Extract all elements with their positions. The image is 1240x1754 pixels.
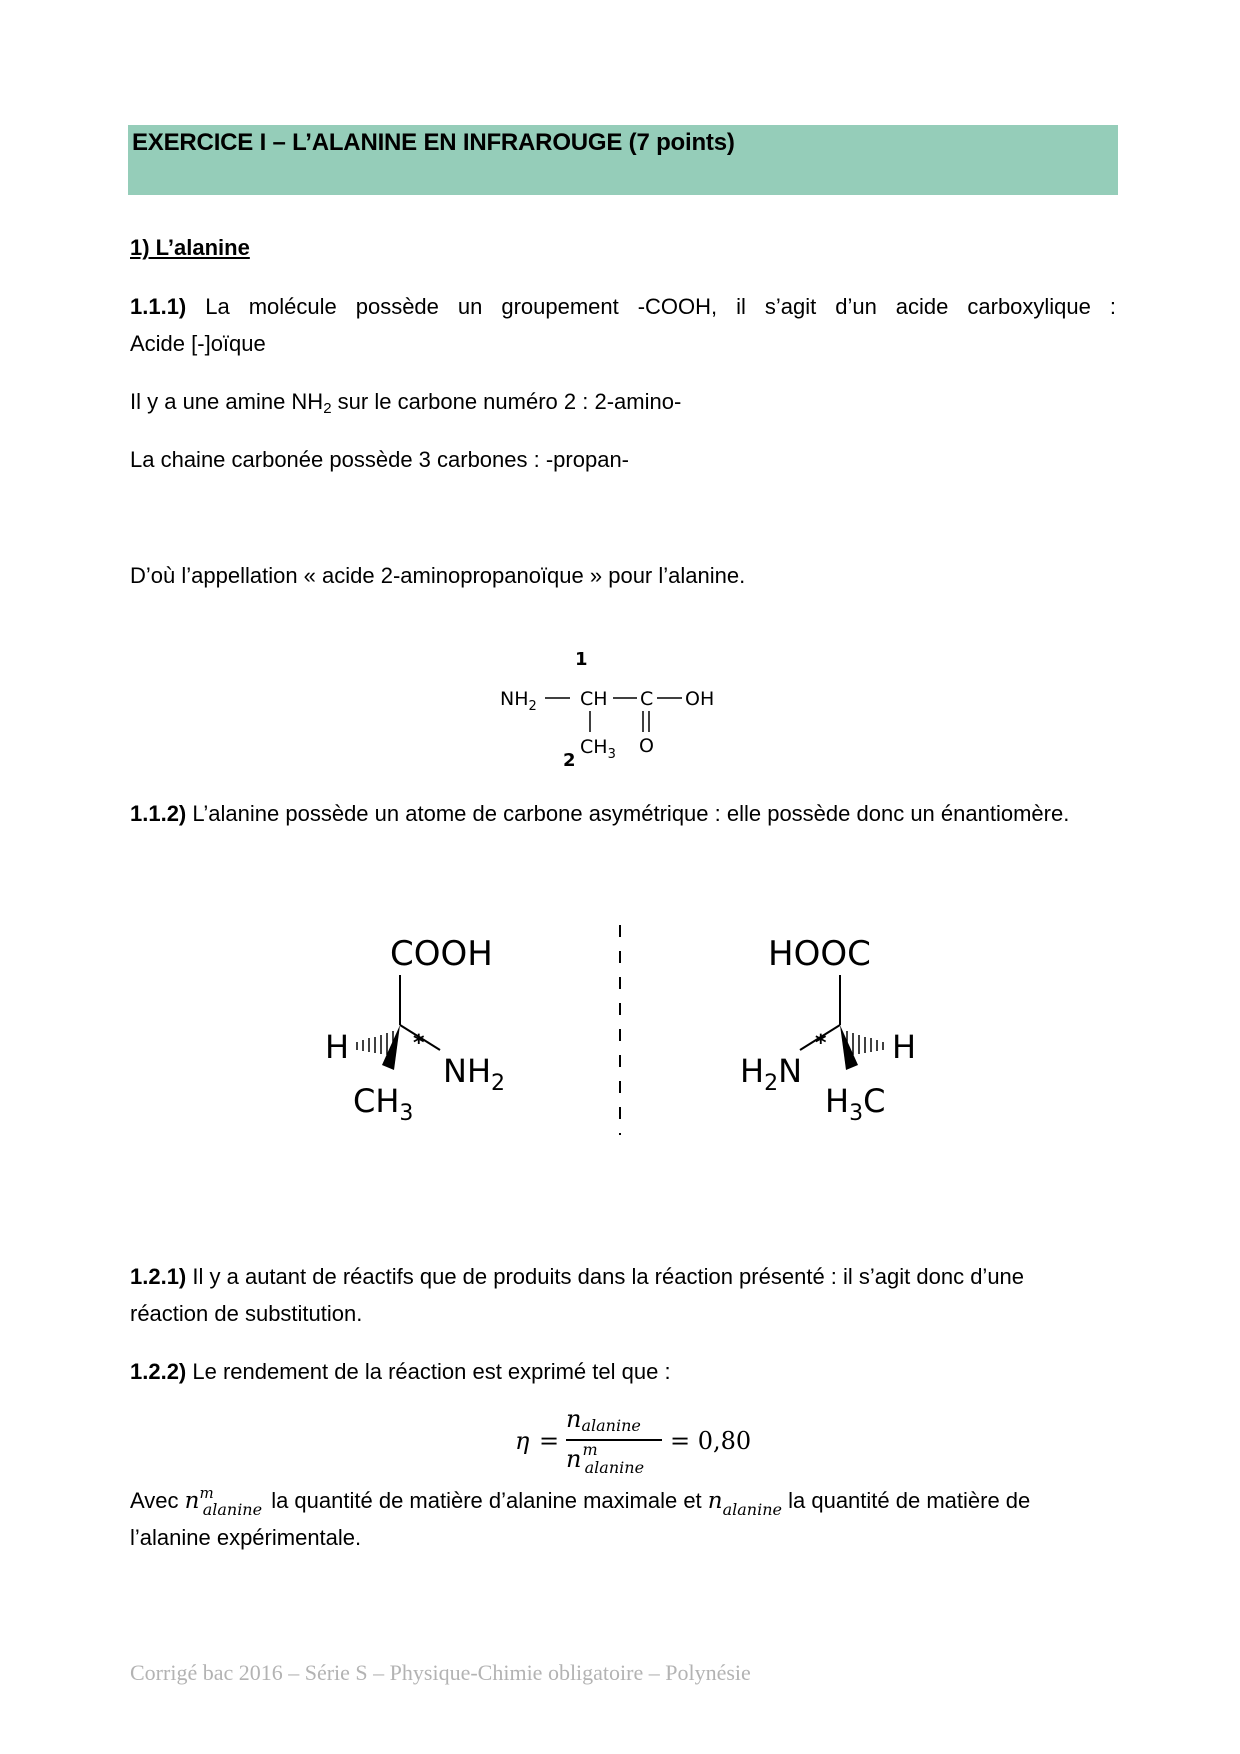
c-atom: C <box>640 688 654 710</box>
avec-mid: la quantité de matière d’alanine maximale et <box>265 1488 708 1513</box>
carbon-label-1: 1 <box>575 649 588 670</box>
q111-line2: Acide [-]oïque <box>130 331 266 356</box>
q111-conclusion: D’où l’appellation « acide 2-aminopropanoïque » pour l’alanine. <box>130 563 746 588</box>
n-max-sup: m <box>199 1484 214 1502</box>
fraction-bar <box>566 1439 662 1441</box>
left-wedge-bond <box>382 1025 400 1070</box>
q122 <box>130 1353 671 1390</box>
section-title: 1) L’alanine <box>130 235 250 260</box>
q112 <box>130 795 1069 832</box>
q112-num: 1.1.2) <box>130 801 187 826</box>
left-h: H <box>325 1028 350 1066</box>
right-h2n: $H_2N$ <box>740 1052 802 1096</box>
avec-line2: l’alanine expérimentale. <box>130 1525 362 1550</box>
ch-group: CH <box>580 688 608 710</box>
n-max-symbol: n <box>184 1488 200 1514</box>
enantiomers-diagram <box>300 920 960 1150</box>
q122-text: Le rendement de la réaction est exprimé tel que : <box>192 1359 671 1384</box>
amine-text: Il y a une amine NH <box>130 389 324 414</box>
q111-line1 <box>130 288 1116 325</box>
right-hashed-bond <box>847 1031 883 1056</box>
right-h: H <box>892 1028 917 1066</box>
ch3-group: $CH_3$ <box>580 736 616 762</box>
yield-formula <box>515 1405 775 1485</box>
avec-post: la quantité de matière de <box>782 1488 1031 1513</box>
carbon-label-2: 2 <box>563 750 576 771</box>
amine-sub: 2 <box>323 400 332 417</box>
page-title: EXERCICE I – L’ALANINE EN INFRAROUGE (7 points) <box>132 129 735 156</box>
right-h3c: $H_3C$ <box>825 1082 886 1126</box>
right-wedge-bond <box>840 1025 858 1070</box>
fraction-denominator: $n^m_{alanine}$ <box>566 1440 645 1477</box>
q121-line2: réaction de substitution. <box>130 1301 363 1326</box>
eta-symbol: η <box>515 1427 530 1455</box>
enantiomer-right <box>740 934 916 1126</box>
left-cooh: COOH <box>390 934 493 974</box>
q121-line1 <box>130 1258 1024 1295</box>
q121-text: Il y a autant de réactifs que de produits dans la réaction présenté : il s’agit donc d’une <box>192 1264 1025 1289</box>
left-star: * <box>413 1031 425 1056</box>
n-exp-sub: alanine <box>722 1500 782 1519</box>
left-nh2: $NH_2$ <box>443 1052 505 1096</box>
q111-amine <box>130 383 681 420</box>
yield-value: = 0,80 <box>670 1427 752 1455</box>
eq-sign: = <box>539 1427 560 1455</box>
page-footer: Corrigé bac 2016 – Série S – Physique-Chimie obligatoire – Polynésie <box>130 1660 751 1685</box>
q111-text: La molécule possède un groupement -COOH, il s’agit d’un acide carboxylique : <box>205 294 1116 319</box>
n-exp-symbol: n <box>707 1488 723 1514</box>
q121-num: 1.2.1) <box>130 1264 187 1289</box>
q122-num: 1.2.2) <box>130 1359 187 1384</box>
avec-pre: Avec <box>130 1488 185 1513</box>
o-atom: O <box>639 735 654 757</box>
n-max-sub: alanine <box>202 1500 263 1519</box>
nh2-group: $NH_2$ <box>500 688 537 714</box>
amine-text-post: sur le carbone numéro 2 : 2-amino- <box>331 389 682 414</box>
enantiomer-left <box>325 934 505 1126</box>
q111-chain: La chaine carbonée possède 3 carbones : -propan- <box>130 447 630 472</box>
oh-group: OH <box>685 688 715 710</box>
q112-text: L’alanine possède un atome de carbone asymétrique : elle possède donc un énantiomère. <box>192 801 1070 826</box>
fraction-numerator: $n_{alanine}$ <box>566 1405 641 1435</box>
left-hashed-bond <box>357 1031 393 1056</box>
alanine-structure <box>490 640 750 775</box>
right-hooc: HOOC <box>768 934 871 974</box>
left-ch3: $CH_3$ <box>353 1082 414 1126</box>
q111-num: 1.1.1) <box>130 294 187 319</box>
avec-line1 <box>130 1482 1030 1522</box>
right-star: * <box>815 1031 827 1056</box>
